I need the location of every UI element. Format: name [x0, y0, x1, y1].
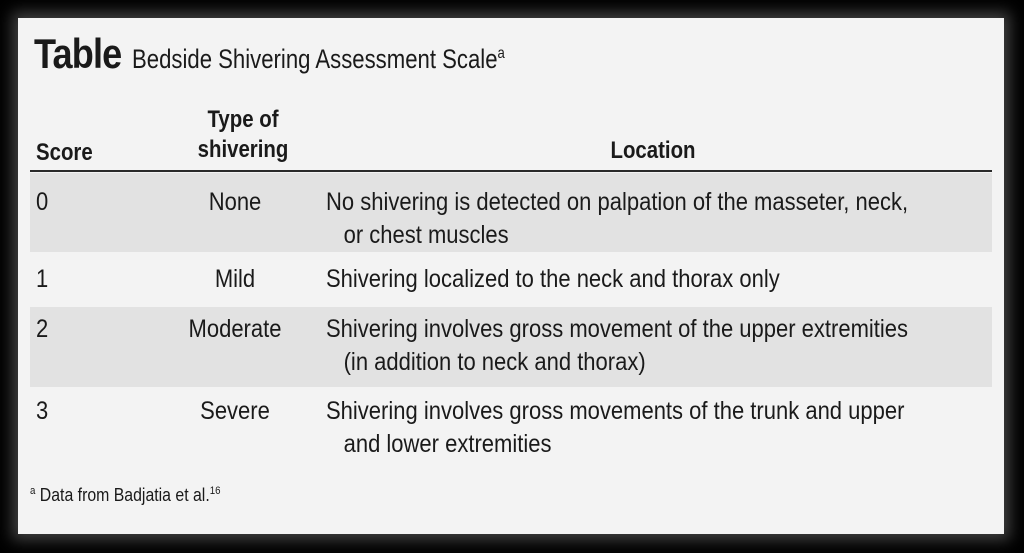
cell-type: Severe: [200, 397, 270, 425]
table-title-row: [34, 30, 587, 78]
cell-location-line1: Shivering involves gross movement of the upper extremities: [326, 315, 909, 343]
header-type-line1: Type of: [207, 106, 279, 133]
header-type-line2: shivering: [197, 136, 289, 163]
title-footnote-mark: a: [497, 45, 505, 62]
footnote-mark: a: [30, 485, 36, 497]
header-location: Location: [610, 137, 696, 164]
table-footnote: [30, 485, 221, 506]
cell-location-line2: and lower extremities: [343, 430, 552, 458]
table-row: [30, 254, 992, 305]
cell-score: 2: [36, 315, 49, 343]
cell-location-line1: No shivering is detected on palpation of the masseter, neck,: [326, 188, 909, 216]
header-score: Score: [36, 139, 93, 166]
footnote-text: Data from Badjatia et al.: [39, 485, 210, 505]
header-type-of-shivering: [171, 105, 316, 165]
cell-score: 3: [36, 397, 49, 425]
cell-type: Mild: [214, 265, 256, 293]
cell-location-line2: (in addition to neck and thorax): [343, 348, 646, 376]
cell-location: [326, 313, 908, 379]
table-card: [18, 18, 1004, 534]
cell-location-line1: Shivering localized to the neck and thorax only: [326, 265, 780, 293]
cell-location: [326, 186, 908, 252]
cell-location: [326, 263, 780, 296]
cell-type: None: [208, 188, 262, 216]
table-label: Table: [34, 30, 122, 77]
table-row: [30, 173, 992, 252]
cell-location: [326, 395, 904, 461]
cell-score: 0: [36, 188, 49, 216]
header-rule: [30, 170, 992, 172]
table-row: [30, 389, 992, 469]
cell-location-line1: Shivering involves gross movements of the trunk and upper: [326, 397, 905, 425]
table-row: [30, 307, 992, 387]
footnote-reference: 16: [209, 485, 221, 497]
table-title: [132, 44, 505, 75]
cell-location-line2: or chest muscles: [343, 221, 509, 249]
cell-score: 1: [36, 265, 49, 293]
cell-type: Moderate: [188, 315, 282, 343]
table-title-text: Bedside Shivering Assessment Scale: [132, 44, 498, 74]
